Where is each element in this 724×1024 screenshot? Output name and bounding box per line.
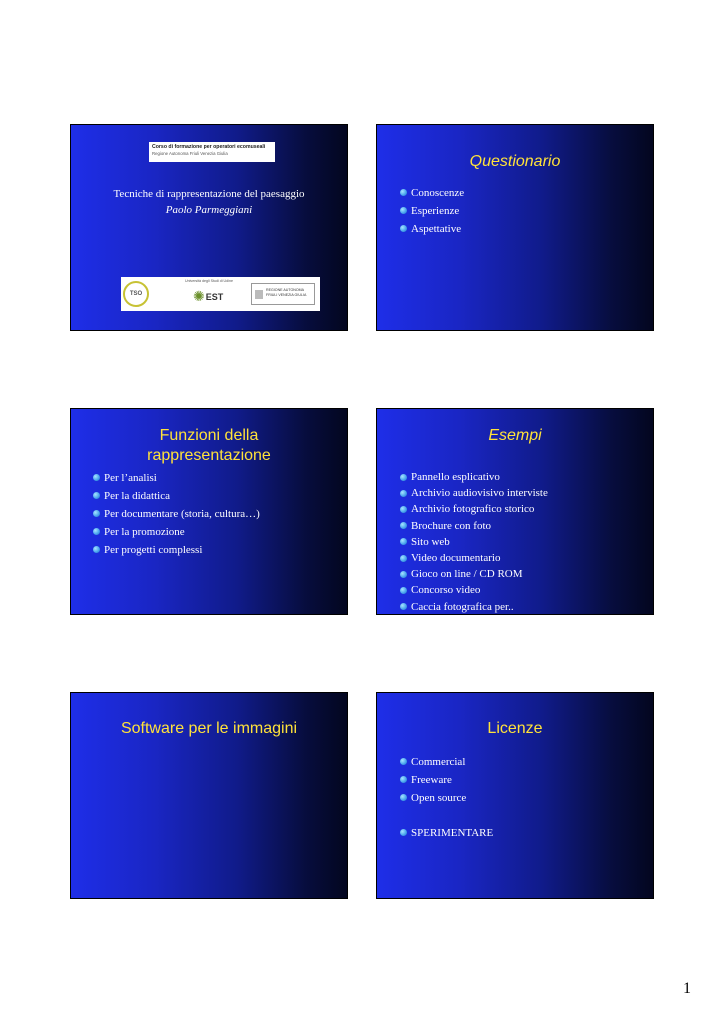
list-item [400, 534, 548, 550]
slide-title-text [71, 426, 347, 466]
bullet-icon [400, 829, 407, 836]
list-item-label: Concorso video [411, 584, 481, 597]
bullet-icon [400, 506, 407, 513]
university-caption: Università degli Studi di Udine [185, 279, 233, 283]
bullet-list [400, 184, 464, 238]
bullet-icon [400, 776, 407, 783]
list-item-label: Sito web [411, 535, 450, 548]
list-item [400, 566, 548, 582]
bullet-icon [400, 538, 407, 545]
bullet-list [400, 469, 548, 615]
list-item-label: SPERIMENTARE [411, 827, 494, 839]
list-item-label: Per documentare (storia, cultura…) [104, 508, 260, 520]
bullet-list [400, 753, 466, 807]
banner-line-1: Corso di formazione per operatori ecomuseali [152, 144, 266, 150]
slide-licenze [376, 692, 654, 899]
slide-funzioni [70, 408, 348, 615]
presentation-subtitle [71, 186, 347, 218]
list-item [400, 789, 466, 807]
list-item [400, 501, 548, 517]
slide-title-text: Esempi [488, 427, 542, 444]
list-item-label: Pannello esplicativo [411, 471, 500, 483]
list-item-label: Per la didattica [104, 490, 170, 502]
bullet-icon [93, 474, 100, 481]
banner-line-2: Regione Autonoma Friuli Venezia Giulia [152, 151, 228, 156]
title-line-2: rappresentazione [147, 447, 271, 464]
list-item [400, 202, 464, 220]
list-item [400, 599, 548, 615]
list-item [400, 518, 548, 534]
list-item [93, 505, 260, 523]
bullet-icon [400, 603, 407, 610]
list-item-label: Per progetti complessi [104, 544, 203, 556]
list-item-label: Brochure con foto [411, 519, 492, 532]
list-item-label: Commercial [411, 756, 466, 768]
list-item-label: Aspettative [411, 223, 462, 235]
bullet-icon [400, 555, 407, 562]
bullet-icon [400, 207, 407, 214]
list-item [93, 487, 260, 505]
bullet-icon [400, 490, 407, 497]
bullet-icon [400, 189, 407, 196]
list-item-label: Conoscenze [411, 187, 465, 199]
course-banner [149, 142, 275, 162]
slide-title [70, 124, 348, 331]
list-item-label: Per l’analisi [104, 472, 157, 484]
sponsor-logos [121, 277, 320, 311]
list-item [400, 582, 548, 598]
list-item-label: Archivio fotografico storico [411, 503, 535, 516]
list-item [400, 220, 464, 238]
list-item [400, 469, 548, 485]
est-logo [193, 288, 223, 305]
list-item [400, 485, 548, 501]
region-emblem-icon [255, 290, 263, 299]
slide-software [70, 692, 348, 899]
list-item-label: Video documentario [411, 552, 501, 565]
title-line-1: Funzioni della [159, 427, 259, 444]
list-item-label: Esperienze [411, 205, 460, 217]
region-logo-text: REGIONE AUTONOMA FRIULI VENEZIA GIULIA [266, 288, 307, 297]
bullet-icon [93, 510, 100, 517]
page-number: 1 [683, 980, 691, 997]
region-logo [251, 283, 315, 305]
list-item [400, 753, 466, 771]
bullet-icon [400, 225, 407, 232]
list-item [93, 469, 260, 487]
bullet-icon [93, 528, 100, 535]
list-item-label: Caccia fotografica per.. [411, 600, 514, 613]
star-icon: ✺ [193, 288, 205, 304]
list-item-label: Per la promozione [104, 526, 185, 538]
list-item [93, 523, 260, 541]
author-name: Paolo Parmeggiani [165, 204, 253, 216]
slide-title-text: Software per le immagini [120, 720, 298, 737]
list-item [400, 550, 548, 566]
bullet-icon [400, 794, 407, 801]
bullet-icon [400, 571, 407, 578]
slide-questionario [376, 124, 654, 331]
bullet-icon [400, 758, 407, 765]
bullet-list-extra [400, 824, 493, 842]
list-item-label: Open source [411, 792, 467, 804]
presentation-topic: Tecniche di rappresentazione del paesaggio [113, 188, 305, 200]
list-item [93, 541, 260, 559]
list-item-label: Gioco on line / CD ROM [411, 568, 523, 581]
list-item [400, 184, 464, 202]
bullet-icon [400, 522, 407, 529]
list-item-label: Archivio audiovisivo interviste [411, 487, 548, 500]
list-item [400, 824, 493, 842]
slide-title-text: Licenze [487, 720, 543, 737]
list-item [400, 771, 466, 789]
list-item-label: Freeware [411, 774, 452, 786]
slide-esempi [376, 408, 654, 615]
slide-title-text: Questionario [469, 153, 561, 170]
bullet-icon [93, 546, 100, 553]
bullet-icon [93, 492, 100, 499]
tso-logo: TSO [123, 281, 149, 307]
est-logo-text: EST [205, 291, 224, 302]
bullet-list [93, 469, 260, 559]
bullet-icon [400, 587, 407, 594]
bullet-icon [400, 474, 407, 481]
